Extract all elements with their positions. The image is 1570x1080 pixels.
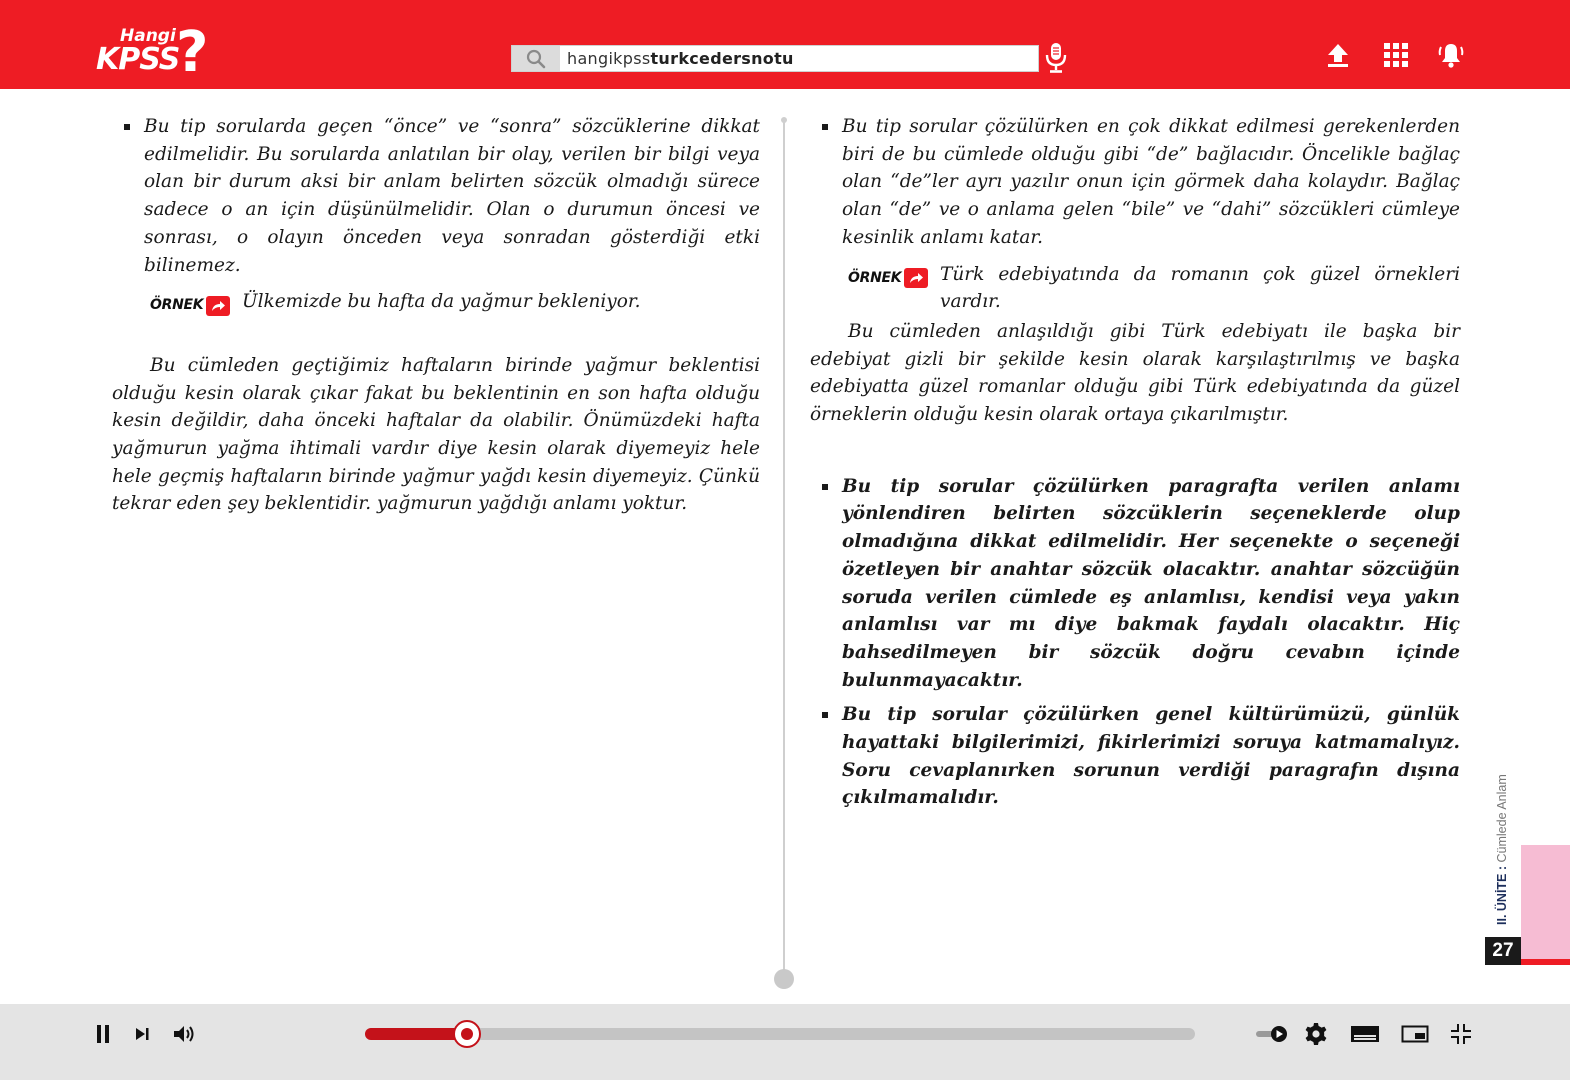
notification-bell-icon[interactable] xyxy=(1437,40,1465,70)
exit-fullscreen-icon[interactable] xyxy=(1447,1019,1475,1049)
logo-top-text: Hangi xyxy=(120,26,176,46)
right-bullet-3-text: Bu tip sorular çözülürken genel kültürümüzü, günlük hayattaki bilgilerimizi, fikirlerimizi soruya katmamalıyız. Soru cevaplanırken sorunun verdiği paragrafın dışına çıkılmamalıdır. xyxy=(842,704,1460,809)
top-header xyxy=(0,0,1570,89)
hangi-kpss-logo[interactable] xyxy=(96,20,220,85)
search-query-bold: turkcedersnotu xyxy=(650,49,794,68)
ornek-arrow-icon xyxy=(206,296,230,316)
left-bullet-1-text: Bu tip sorularda geçen “önce” ve “sonra” sözcüklerine dikkat edilmelidir. Bu sorularda anlatılan bir olay, verilen bir bilgi veya olan bir durum aksi bir anlam belirten sözcük olmadığı sürece sadece o an için düşünülmelidir. Olan o durumun öncesi ve sonrası, o olayın önceden veya sonradan gösterdiği etki bilinemez. xyxy=(144,116,760,276)
page-number: 27 xyxy=(1485,937,1521,965)
bullet-marker xyxy=(822,712,828,718)
settings-gear-icon[interactable] xyxy=(1302,1019,1330,1049)
progress-fill xyxy=(365,1028,467,1040)
page-number-underline xyxy=(1521,959,1570,965)
search-icon[interactable] xyxy=(512,46,560,71)
right-ornek-example xyxy=(810,261,1460,316)
search-bar[interactable] xyxy=(511,45,1039,72)
logo-main-text: KPSS xyxy=(96,42,180,77)
right-ornek-text: Türk edebiyatında da romanın çok güzel örnekleri vardır. xyxy=(940,263,1460,313)
right-bullet-3 xyxy=(810,701,1460,812)
right-page-column xyxy=(810,113,1460,812)
ornek-badge xyxy=(150,292,230,320)
search-query[interactable] xyxy=(560,49,794,68)
bullet-marker xyxy=(822,124,828,130)
unit-label: II. ÜNİTE : xyxy=(1495,865,1509,925)
autoplay-toggle-icon[interactable] xyxy=(1254,1019,1290,1049)
left-ornek-example xyxy=(112,288,760,316)
pause-icon[interactable] xyxy=(89,1019,117,1049)
next-icon[interactable] xyxy=(128,1019,156,1049)
video-player-controls xyxy=(0,1004,1570,1080)
bullet-marker xyxy=(124,124,130,130)
page-divider-knob[interactable] xyxy=(774,969,794,989)
right-bullet-1-text: Bu tip sorular çözülürken en çok dikkat edilmesi gerekenlerden biri de bu cümlede olduğu gibi “de” bağlacıdır. Öncelikle bağlaç olan “de”ler ayrı yazılır onun için görmek daha kolaydır. Bağlaç olan “de” ve o anlama gelen “bile” ve “dahi” sözcükleri cümleye kesinlik anlamı katar. xyxy=(842,116,1460,248)
topic-label: Cümlede Anlam xyxy=(1495,774,1509,863)
progress-track[interactable] xyxy=(365,1028,1195,1040)
ornek-label: ÖRNEK xyxy=(150,297,204,314)
ornek-label: ÖRNEK xyxy=(848,269,902,286)
bullet-marker xyxy=(822,484,828,490)
chapter-side-tab xyxy=(1521,845,1570,959)
volume-icon[interactable] xyxy=(170,1019,198,1049)
left-explanation-paragraph: Bu cümleden geçtiğimiz haftaların birinde yağmur beklentisi olduğu kesin olarak çıkar fakat bu beklentinin en son hafta olduğu kesin değildir, daha önceki haftalar da olabilir. Önümüzdeki hafta yağmurun yağma ihtimali vardır diye kesin olarak diyemeyiz hele hele geçmiş haftaların birinde yağmur yağdı kesin diyemeyiz. Çünkü tekrar eden şey beklentidir. yağmurun yağdığı anlamı yoktur. xyxy=(112,354,760,515)
right-bullet-1 xyxy=(810,113,1460,252)
subtitles-icon[interactable] xyxy=(1350,1019,1380,1049)
search-query-prefix: hangikpss xyxy=(567,49,651,68)
page-divider-line xyxy=(783,118,785,976)
progress-thumb-dot xyxy=(461,1028,473,1040)
left-page-column xyxy=(112,113,760,518)
logo-question-mark: ? xyxy=(176,20,209,85)
right-bullet-2-text: Bu tip sorular çözülürken paragrafta verilen anlamı yönlendiren belirten sözcüklerin seçeneklerde olup olmadığına dikkat edilmelidir. Her seçenekte o seçeneği özetleyen bir anahtar sözcük olacaktır. anahtar sözcüğün soruda verilen cümlede eş anlamlısı, kendisi veya yakın anlamlısı var mı diye bakmak faydalı olacaktır. Hiç bahsedilmeyen bir sözcük doğru cevabın içinde bulunmayacaktır. xyxy=(842,475,1460,691)
chapter-label xyxy=(1495,725,1509,925)
microphone-icon[interactable] xyxy=(1044,42,1068,74)
left-ornek-text: Ülkemizde bu hafta da yağmur bekleniyor. xyxy=(242,291,641,313)
ornek-arrow-icon xyxy=(904,268,928,288)
right-bullet-2 xyxy=(810,473,1460,695)
ornek-badge xyxy=(848,265,928,293)
page-divider-top-dot xyxy=(781,117,787,123)
upload-icon[interactable] xyxy=(1324,40,1352,70)
apps-grid-icon[interactable] xyxy=(1382,40,1410,70)
miniplayer-icon[interactable] xyxy=(1400,1019,1430,1049)
left-bullet-1 xyxy=(112,113,760,279)
progress-thumb[interactable] xyxy=(453,1020,481,1048)
right-explanation-paragraph: Bu cümleden anlaşıldığı gibi Türk edebiyatı ile başka bir edebiyat gizli bir şekilde kesin olarak karşılaştırılmış ve başka edebiyatta güzel romanlar olduğu gibi Türk edebiyatında da güzel örneklerin olduğu kesin olarak ortaya çıkarılmıştır. xyxy=(810,320,1460,426)
